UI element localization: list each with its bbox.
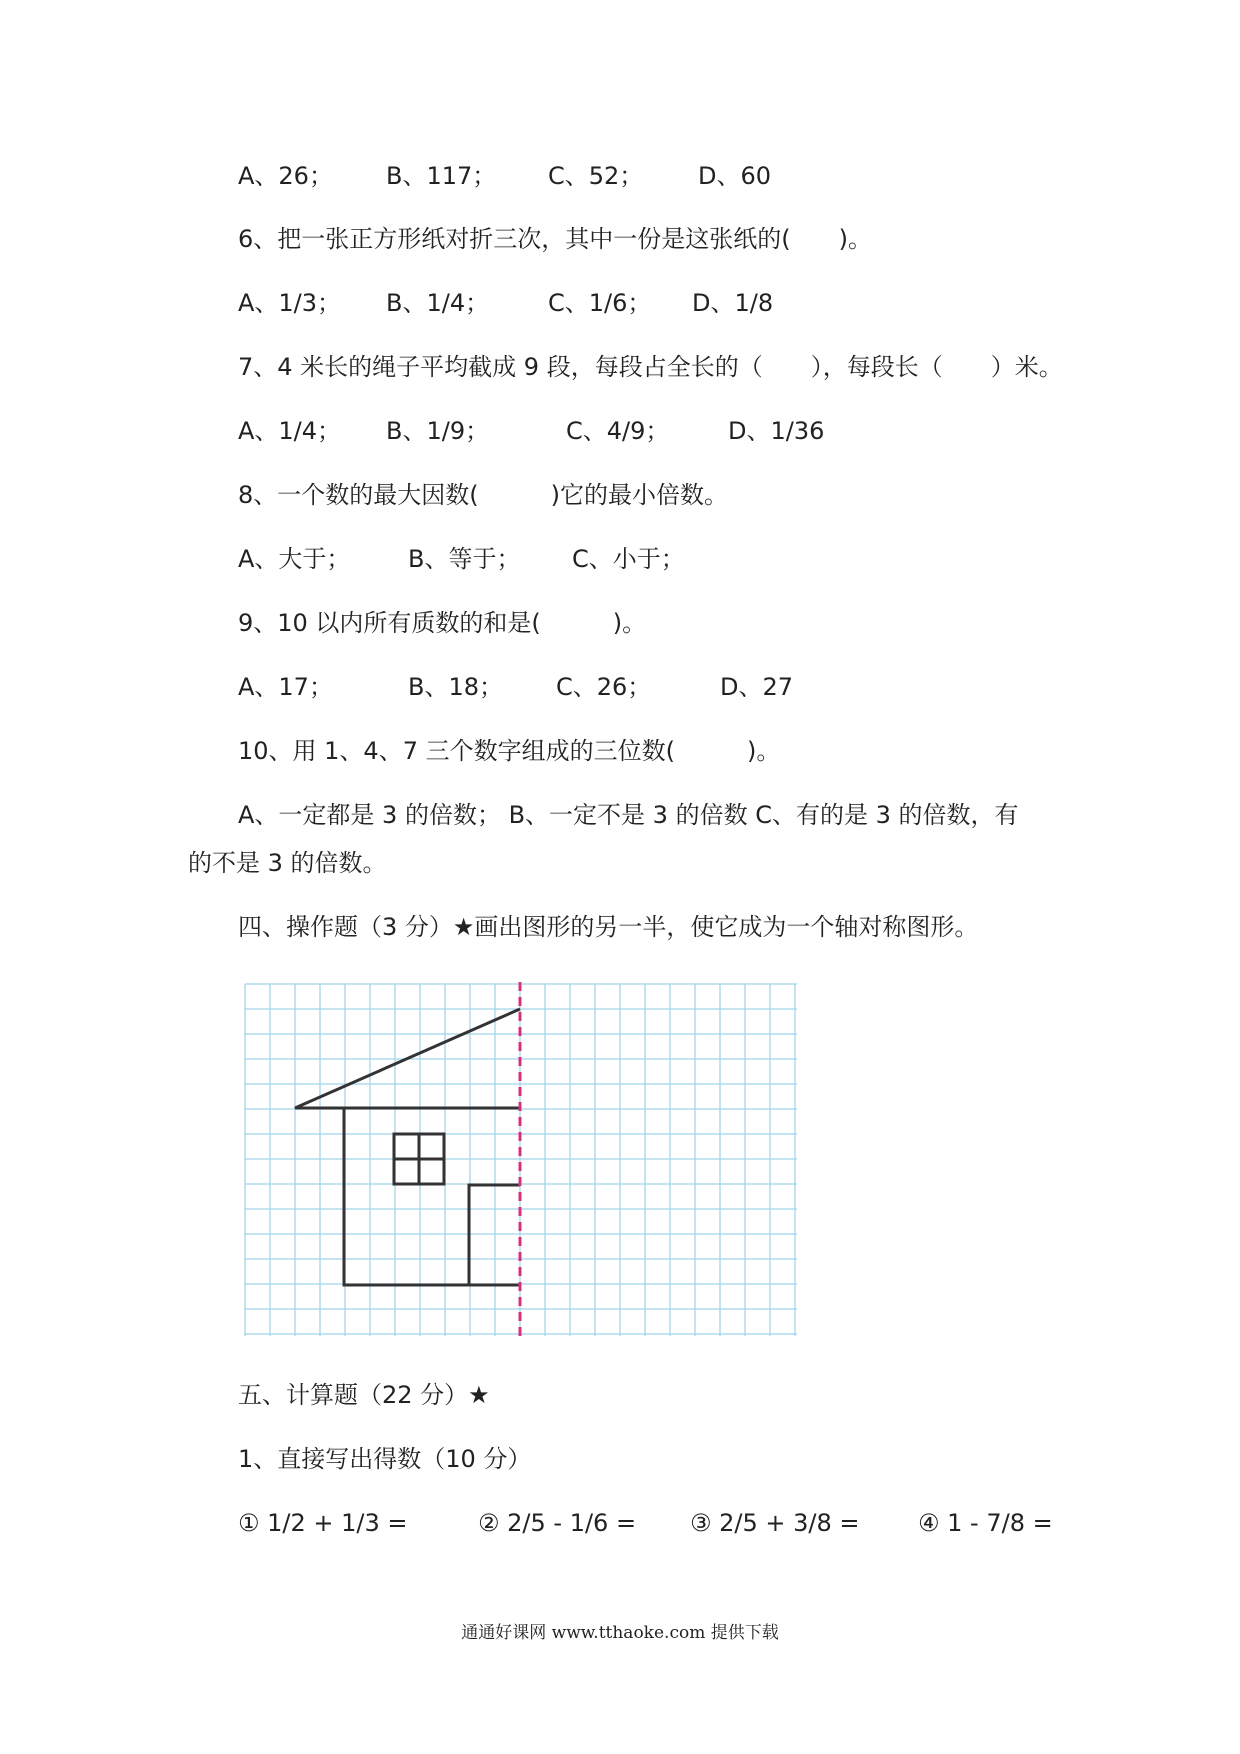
q6-option-b: B、1/4； (386, 289, 490, 317)
calc-item-2: ② 2/5 - 1/6 = (478, 1509, 637, 1537)
house-left-half (295, 1009, 520, 1285)
q9-option-c: C、26； (556, 673, 652, 701)
q6-option-d: D、1/8 (692, 289, 774, 317)
q7-option-a: A、1/4； (238, 417, 342, 445)
grid-figure (242, 982, 800, 1338)
q7-option-d: D、1/36 (728, 417, 825, 445)
calc-item-1: ① 1/2 + 1/3 = (238, 1509, 408, 1537)
calc-item-4: ④ 1 - 7/8 = (918, 1509, 1053, 1537)
q9-option-a: A、17； (238, 673, 333, 701)
q5-option-a: A、26； (238, 162, 333, 190)
q9-option-d: D、27 (720, 673, 794, 701)
q8-option-c: C、小于； (572, 545, 685, 573)
question-10: 10、用 1、4、7 三个数字组成的三位数( )。 (238, 737, 781, 765)
q10-options-line1: A、一定都是 3 的倍数； B、一定不是 3 的倍数 C、有的是 3 的倍数，有 (238, 801, 1019, 829)
footer-source: 通通好课网 www.tthaoke.com 提供下载 (461, 1623, 779, 1643)
section-4-title: 四、操作题（3 分）★画出图形的另一半，使它成为一个轴对称图形。 (238, 913, 979, 941)
q8-option-b: B、等于； (408, 545, 521, 573)
q5-option-b: B、117； (386, 162, 497, 190)
q7-option-b: B、1/9； (386, 417, 490, 445)
q8-option-a: A、大于； (238, 545, 351, 573)
section-5-sub1: 1、直接写出得数（10 分） (238, 1445, 532, 1473)
question-6: 6、把一张正方形纸对折三次，其中一份是这张纸的( )。 (238, 225, 872, 253)
q9-option-b: B、18； (408, 673, 504, 701)
q5-option-c: C、52； (548, 162, 644, 190)
q6-option-c: C、1/6； (548, 289, 652, 317)
q5-option-d: D、60 (698, 162, 772, 190)
q6-option-a: A、1/3； (238, 289, 342, 317)
question-8: 8、一个数的最大因数( )它的最小倍数。 (238, 481, 728, 509)
q7-option-c: C、4/9； (566, 417, 670, 445)
question-7: 7、4 米长的绳子平均截成 9 段，每段占全长的（ ），每段长（ ）米。 (238, 353, 1063, 381)
calc-item-3: ③ 2/5 + 3/8 = (690, 1509, 860, 1537)
question-9: 9、10 以内所有质数的和是( )。 (238, 609, 647, 637)
section-5-title: 五、计算题（22 分）★ (238, 1381, 490, 1409)
symmetry-grid (242, 982, 800, 1338)
q10-options-line2: 的不是 3 的倍数。 (188, 849, 387, 877)
